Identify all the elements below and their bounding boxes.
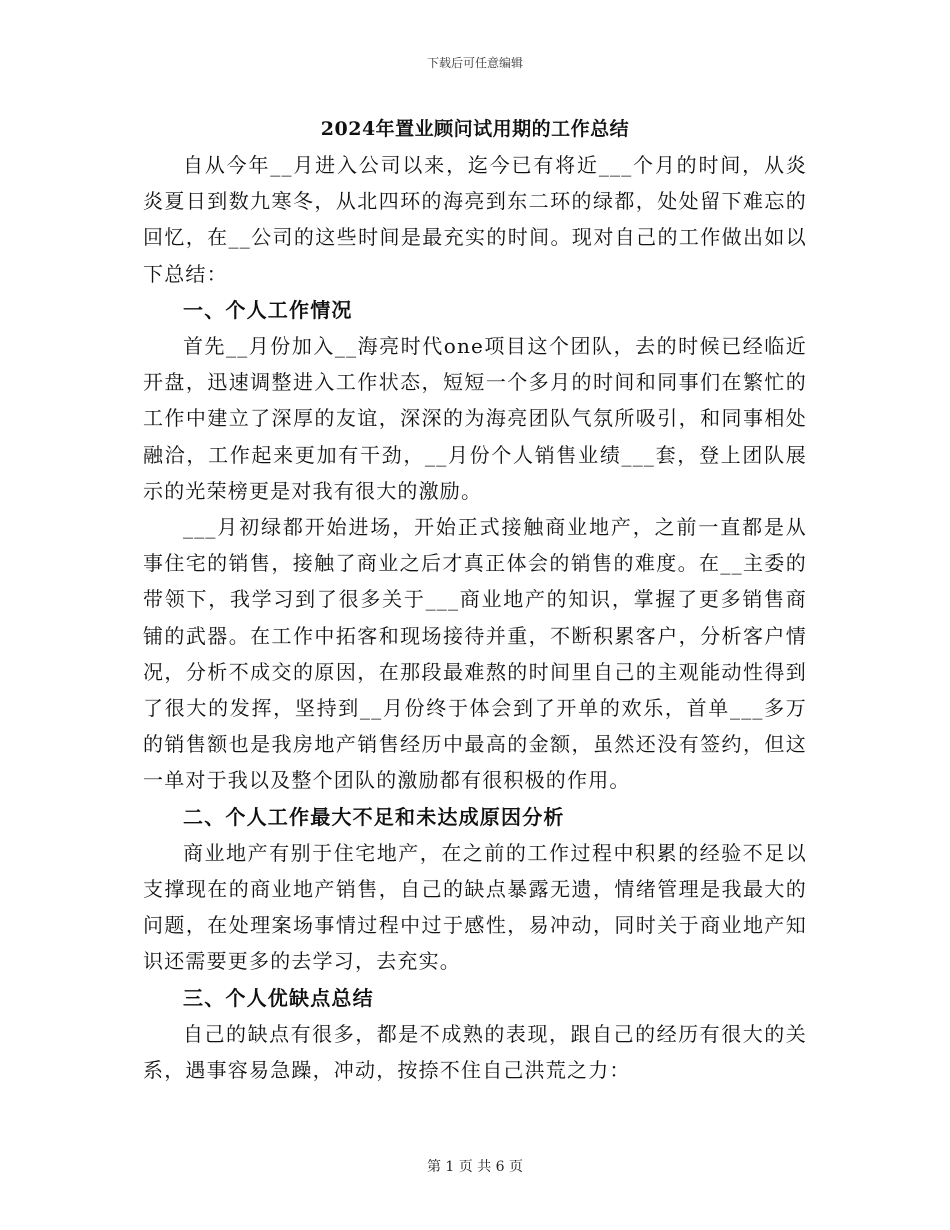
- document-body: [143, 147, 807, 1088]
- section-heading-3: 三、个人优缺点总结: [183, 985, 374, 1010]
- section-heading-1: 一、个人工作情况: [183, 297, 353, 322]
- intro-paragraph: 自从今年__月进入公司以来，迄今已有将近___个月的时间，从炎炎夏日到数九寒冬，从北四环的海亮到东二环的绿都，处处留下难忘的回忆，在__公司的这些时间是最充实的时间。现对自己的工作做出如以下总结：: [143, 153, 807, 286]
- page-header-note: 下载后可任意编辑: [426, 56, 523, 70]
- body-paragraph: 首先__月份加入__海亮时代one项目这个团队，去的时候已经临近开盘，迅速调整进入工作状态，短短一个多月的时间和同事们在繁忙的工作中建立了深厚的友谊，深深的为海亮团队气氛所吸引，和同事相处融洽，工作起来更加有干劲，__月份个人销售业绩___套，登上团队展示的光荣榜更是对我有很大的激励。: [143, 334, 807, 503]
- body-paragraph: ___月初绿都开始进场，开始正式接触商业地产，之前一直都是从事住宅的销售，接触了商业之后才真正体会的销售的难度。在__主委的带领下，我学习到了很多关于___商业地产的知识，掌握了更多销售商铺的武器。在工作中拓客和现场接待并重，不断积累客户，分析客户情况，分析不成交的原因，在那段最难熬的时间里自己的主观能动性得到了很大的发挥，坚持到__月份终于体会到了开单的欢乐，首单___多万的销售额也是我房地产销售经历中最高的金额，虽然还没有签约，但这一单对于我以及整个团队的激励都有很积极的作用。: [143, 515, 807, 793]
- document-title: 2024年置业顾问试用期的工作总结: [320, 118, 630, 140]
- body-paragraph: 商业地产有别于住宅地产，在之前的工作过程中积累的经验不足以支撑现在的商业地产销售，自己的缺点暴露无遗，情绪管理是我最大的问题，在处理案场事情过程中过于感性，易冲动，同时关于商业地产知识还需要更多的去学习，去充实。: [143, 840, 807, 974]
- section-heading-2: 二、个人工作最大不足和未达成原因分析: [183, 804, 565, 829]
- page-number: 第 1 页 共 6 页: [426, 1159, 524, 1175]
- body-paragraph: 自己的缺点有很多，都是不成熟的表现，跟自己的经历有很大的关系，遇事容易急躁，冲动，按捺不住自己洪荒之力：: [143, 1021, 807, 1083]
